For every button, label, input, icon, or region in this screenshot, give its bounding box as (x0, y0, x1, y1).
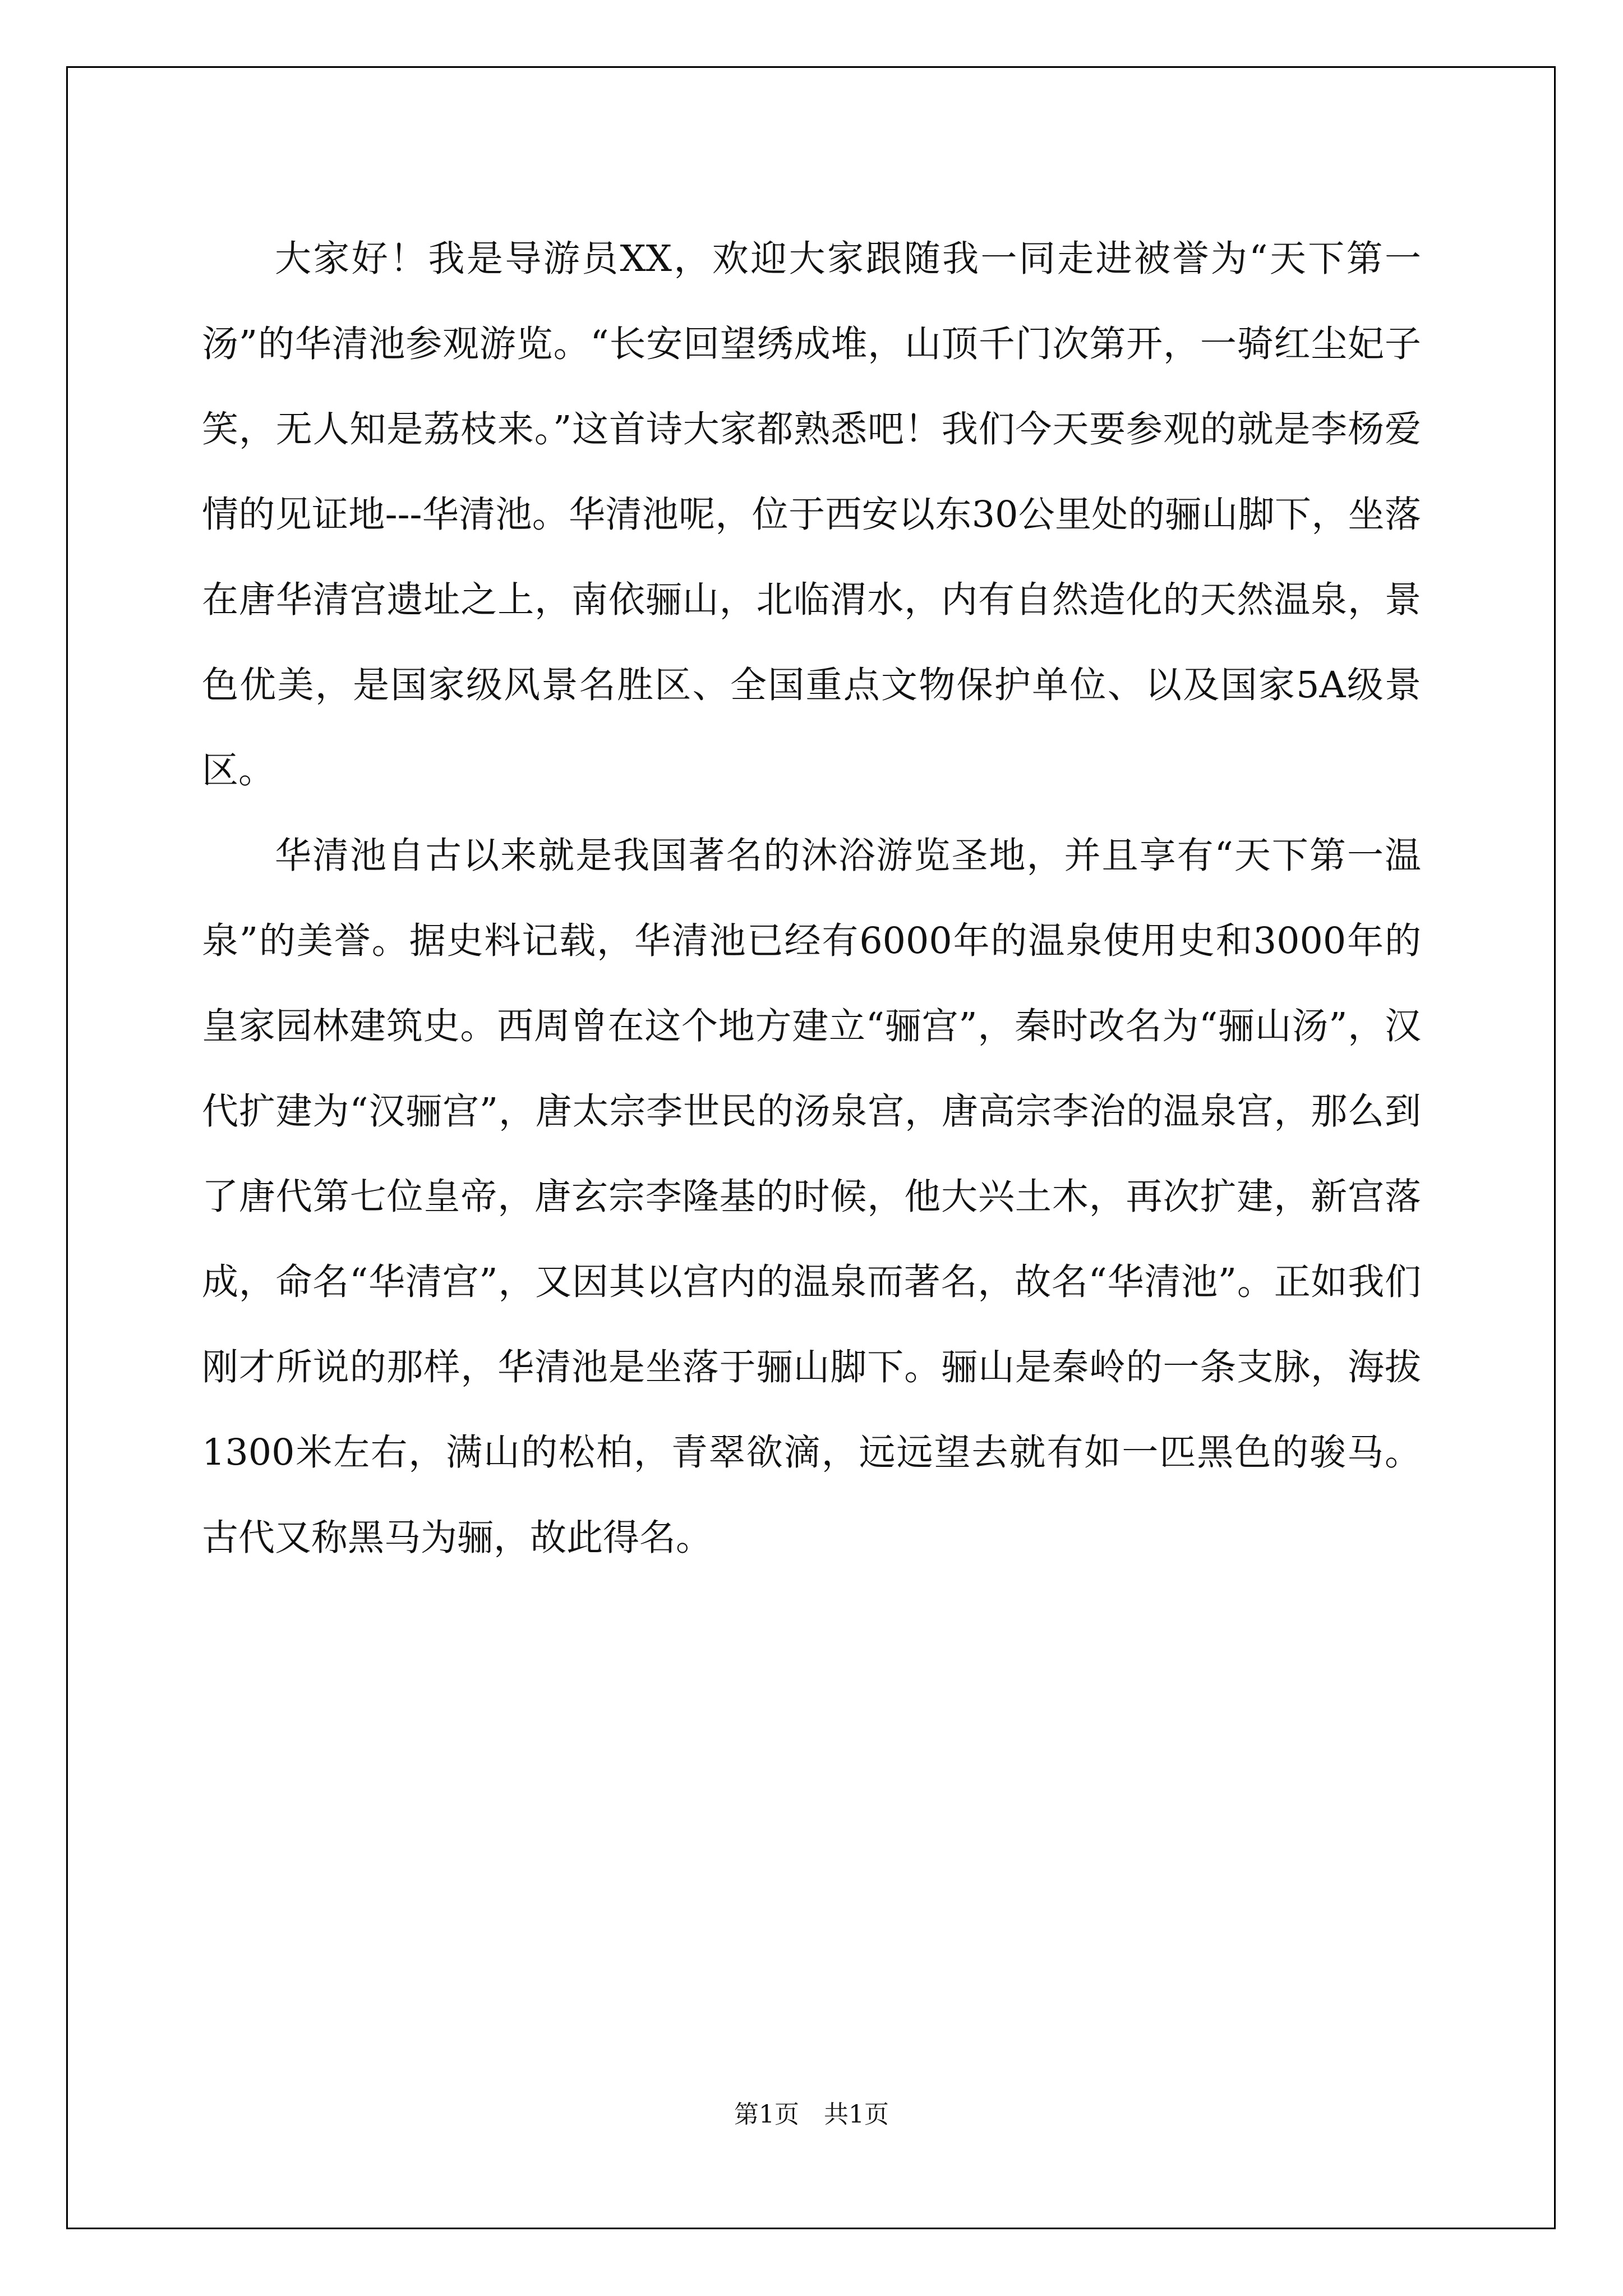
page-footer (0, 2098, 1623, 2132)
document-body (202, 217, 1421, 1581)
paragraph-history: 华清池自古以来就是我国著名的沐浴游览圣地，并且享有“天下第一温泉”的美誉。据史料记载，华清池已经有6000年的温泉使用史和3000年的皇家园林建筑史。西周曾在这个地方建立“骊宫”，秦时改名为“骊山汤”，汉代扩建为“汉骊宫”，唐太宗李世民的汤泉宫，唐高宗李治的温泉宫，那么到了唐代第七位皇帝，唐玄宗李隆基的时候，他大兴土木，再次扩建，新宫落成，命名“华清宫”，又因其以宫内的温泉而著名，故名“华清池”。正如我们刚才所说的那样，华清池是坐落于骊山脚下。骊山是秦岭的一条支脉，海拔1300米左右，满山的松柏，青翠欲滴，远远望去就有如一匹黑色的骏马。古代又称黑马为骊，故此得名。 (202, 835, 1421, 1559)
page-number-current: 第1页 (734, 2100, 799, 2129)
page-number-total: 共1页 (824, 2100, 889, 2129)
paragraph-intro: 大家好！我是导游员XX，欢迎大家跟随我一同走进被誉为“天下第一汤”的华清池参观游览。“长安回望绣成堆，山顶千门次第开，一骑红尘妃子笑，无人知是荔枝来。”这首诗大家都熟悉吧！我们今天要参观的就是李杨爱情的见证地---华清池。华清池呢，位于西安以东30公里处的骊山脚下，坐落在唐华清宫遗址之上，南依骊山，北临渭水，内有自然造化的天然温泉，景色优美，是国家级风景名胜区、全国重点文物保护单位、以及国家5A级景区。 (202, 238, 1421, 792)
